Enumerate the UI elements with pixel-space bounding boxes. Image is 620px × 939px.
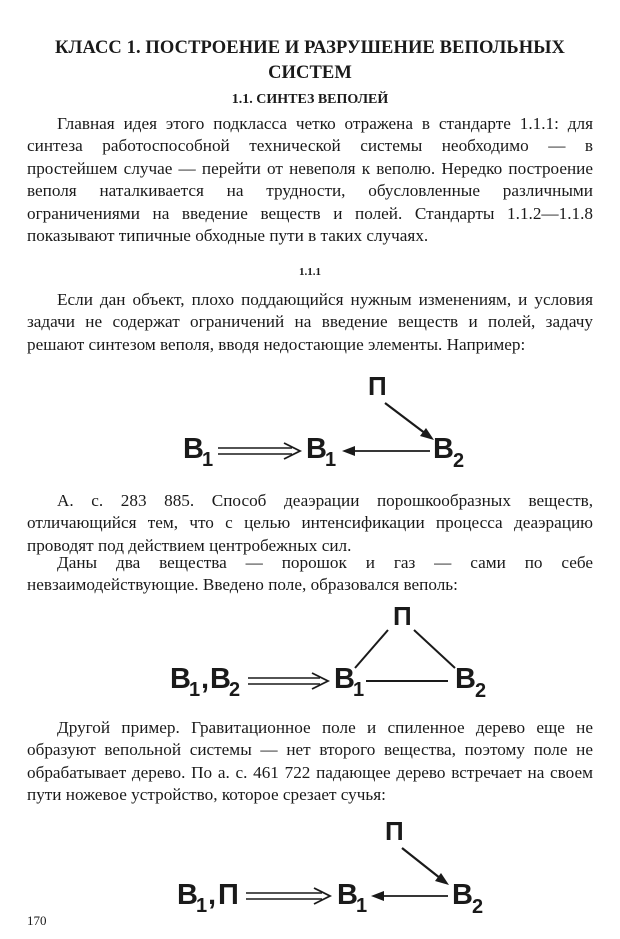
substance-center-sub: 1 (325, 449, 337, 471)
substance-left2: В (210, 663, 231, 695)
double-arrow-head (314, 888, 330, 904)
rule-paragraph (27, 289, 593, 356)
example1-paragraph (27, 490, 593, 557)
class-heading-line1: КЛАСС 1. ПОСТРОЕНИЕ И РАЗРУШЕНИЕ ВЕПОЛЬНЫХ (55, 38, 565, 58)
substance-center: В (337, 879, 358, 911)
substance-center-sub: 1 (353, 679, 365, 701)
substance-right-sub: 2 (453, 450, 465, 472)
substance-left: В (177, 879, 198, 911)
field-link-left (355, 630, 388, 668)
substance-left-sub: 1 (196, 895, 208, 917)
example1b-paragraph (27, 552, 593, 597)
field-label: П (368, 371, 387, 401)
field-left: П (218, 879, 239, 911)
substance-center-sub: 1 (356, 895, 368, 917)
substance-separator: , (201, 663, 210, 695)
interaction-arrow-head (342, 446, 355, 456)
substance-right-sub: 2 (472, 896, 484, 918)
substance-separator: , (208, 879, 217, 911)
double-arrow-head (284, 443, 300, 459)
substance-right: В (433, 433, 454, 465)
substance-left: В (170, 663, 191, 695)
field-label: П (385, 816, 404, 846)
substance-center: В (306, 433, 327, 465)
substance-left: В (183, 433, 204, 465)
example1-text: А. с. 283 885. Способ деаэрации порошкообразных веществ, отличающийся тем, что с целью интенсификации процесса деаэрацию проводят под действием центробежных сил. (27, 491, 593, 555)
section-number: 1.1.1 (299, 266, 321, 278)
su-field-diagram-2 (0, 595, 620, 710)
field-link-right (414, 630, 455, 668)
substance-right: В (452, 879, 473, 911)
example1b-text: Даны два вещества — порошок и газ — сами по себе невзаимодействующие. Введено поле, образовался веполь: (27, 553, 593, 595)
intro-paragraph (27, 113, 593, 247)
substance-right-sub: 2 (475, 680, 487, 702)
substance-center: В (334, 663, 355, 695)
su-field-diagram-3 (0, 812, 620, 922)
substance-right: В (455, 663, 476, 695)
example2-paragraph (27, 717, 593, 807)
example2-text: Другой пример. Гравитационное поле и спиленное дерево еще не образуют вепольной системы — нет второго вещества, поэтому поле не обрабатывает дерево. По а. с. 461 722 падающее дерево встречает на своем пути ножевое устройство, которое срезает сучья: (27, 718, 593, 805)
page-number: 170 (27, 913, 47, 928)
interaction-arrow-head (371, 891, 384, 901)
intro-text: Главная идея этого подкласса четко отражена в стандарте 1.1.1: для синтеза работоспособной технической системы необходимо — в простейшем случае — перейти от невеполя к веполю. Нередко построение веполя наталкивается на трудности, обусловленные различными ограничениями на введение веществ и полей. Стандарты 1.1.2—1.1.8 показывают типичные обходные пути в таких случаях. (27, 114, 593, 246)
subclass-heading: 1.1. СИНТЕЗ ВЕПОЛЕЙ (231, 92, 389, 107)
substance-left2-sub: 2 (229, 679, 241, 701)
field-label: П (393, 601, 412, 631)
substance-left-sub: 1 (189, 679, 201, 701)
class-heading (30, 36, 590, 86)
double-arrow-head (312, 673, 328, 689)
rule-text: Если дан объект, плохо поддающийся нужным изменениям, и условия задачи не содержат ограничений на введение веществ и полей, задачу решают синтезом веполя, вводя недостающие элементы. Например: (27, 290, 593, 354)
su-field-diagram-1 (0, 365, 620, 480)
substance-left-sub: 1 (202, 449, 214, 471)
class-heading-line2: СИСТЕМ (268, 63, 352, 83)
